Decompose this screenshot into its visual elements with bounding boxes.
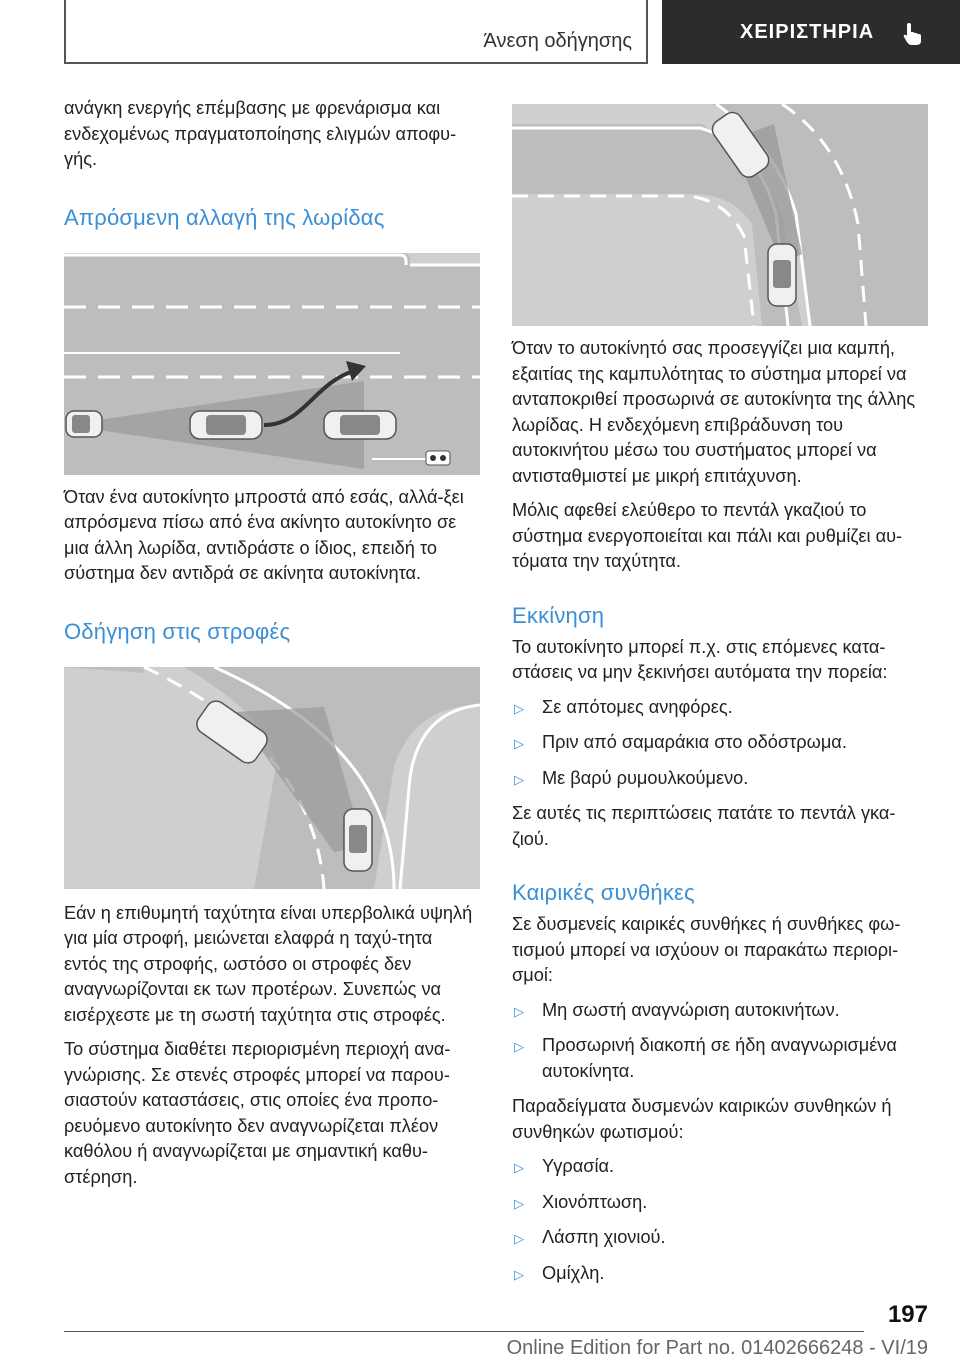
lane-change-illustration: [64, 253, 480, 475]
start-list: [512, 695, 928, 792]
list-item: ▷ Μη σωστή αναγνώριση αυτοκινήτων.: [512, 998, 928, 1024]
pedal-release-paragraph: Μόλις αφεθεί ελεύθερο το πεντάλ γκαζιού το σύστημα ενεργοποιείται και πάλι και ρυθμίζει αυ-τόματα την ταχύτητα.: [512, 500, 903, 571]
curve-approach-paragraph: Όταν το αυτοκίνητό σας προσεγγίζει μια καμπή, εξαιτίας της καμπυλότητας το σύστημα μπορεί να ανταποκριθεί προσωρινά σε αυτοκίνητα της άλλης λωρίδας. Η ενδεχόμενη επιβράδυνση του αυτοκινήτου μέσω του συστήματος μπορεί να αντισταθμιστεί με μικρή επιτάχυνση.: [512, 338, 916, 486]
start-after-paragraph: Σε αυτές τις περιπτώσεις πατάτε το πεντάλ γκα-ζιού.: [512, 803, 896, 849]
list-item: ▷ Με βαρύ ρυμουλκούμενο.: [512, 766, 928, 792]
examples-paragraph: Παραδείγματα δυσμενών καιρικών συνθηκών ή συνθηκών φωτισμού:: [512, 1096, 892, 1142]
curve-approach-illustration: [512, 104, 928, 326]
hand-pointer-icon: [902, 22, 924, 46]
footer-divider: [64, 1331, 864, 1332]
right-column: [512, 96, 928, 1296]
bullet-triangle-icon: ▷: [514, 736, 524, 751]
weather-paragraph: Σε δυσμενείς καιρικές συνθήκες ή συνθήκες φω-τισμού μπορεί να ισχύουν οι παρακάτω περιορι-σμοί:: [512, 914, 901, 985]
bullet-triangle-icon: ▷: [514, 700, 524, 716]
heading-curves: Οδήγηση στις στροφές: [64, 618, 291, 644]
car-stationary: [324, 411, 396, 439]
heading-lane-change: Απρόσμενη αλλαγή της λωρίδας: [64, 204, 385, 230]
list-item: ▷ Υγρασία.: [512, 1154, 928, 1180]
list-item: ▷ Προσωρινή διακοπή σε ήδη αναγνωρισμένα αυτοκίνητα.: [514, 1035, 897, 1081]
car-in-curve: [344, 809, 372, 871]
curves-illustration: [64, 667, 480, 889]
car-other-lane: [768, 244, 796, 306]
car-middle: [190, 411, 262, 439]
lane-change-paragraph: Όταν ένα αυτοκίνητο μπροστά από εσάς, αλλά-ξει απρόσμενα πίσω από ένα ακίνητο αυτοκίνητο σε μια άλλη λωρίδα, αντιδράστε ο ίδιος, επειδή το σύστημα δεν αντιδρά σε ακίνητα αυτοκίνητα.: [64, 486, 464, 583]
bullet-triangle-icon: ▷: [514, 1039, 524, 1054]
list-item: ▷ Πριν από σαμαράκια στο οδόστρωμα.: [512, 730, 928, 756]
page-number: 197: [887, 1301, 928, 1328]
bullet-triangle-icon: ▷: [514, 1160, 524, 1175]
bullet-triangle-icon: ▷: [514, 1231, 524, 1246]
bullet-triangle-icon: ▷: [514, 1195, 524, 1211]
list-item: ▷ Ομίχλη.: [512, 1261, 928, 1287]
bullet-triangle-icon: ▷: [514, 1266, 524, 1282]
curves-paragraph-1: Εάν η επιθυμητή ταχύτητα είναι υπερβολικά υψηλή για μία στροφή, μειώνεται ελαφρά η ταχύ-τητα εντός της στροφής, ωστόσο οι στροφές δεν αναγνωρίζονται εκ των προτέρων. Συνεπώς να εισέρχεστε με τη σωστή ταχύτητα στις στροφές.: [64, 902, 473, 1025]
list-item: ▷ Λάσπη χιονιού.: [512, 1225, 928, 1251]
heading-weather: Καιρικές συνθήκες: [512, 880, 695, 905]
edition-footer: Online Edition for Part no. 01402666248 - VI/19: [506, 1337, 928, 1359]
header-section-box: [64, 0, 648, 64]
heading-start: Εκκίνηση: [512, 602, 605, 628]
left-column: [64, 96, 480, 1199]
chapter-title: ΧΕΙΡΙΣΤΗΡΙΑ: [740, 20, 875, 43]
section-title: Άνεση οδήγησης: [483, 30, 632, 52]
chapter-tab[interactable]: [662, 0, 960, 64]
list-item: ▷ Χιονόπτωση.: [512, 1190, 928, 1216]
bullet-triangle-icon: ▷: [514, 771, 524, 787]
car-rear: [66, 411, 102, 437]
curves-paragraph-2: Το σύστημα διαθέτει περιορισμένη περιοχή ανα-γνώρισης. Σε στενές στροφές μπορεί να παρου-σιαστούν καταστάσεις, στις οποίες ένα προπο-ρευόμενο αυτοκίνητο δεν αναγνωρίζεται πλέον καθόλου ή αναγνωρίζεται με σημαντική καθυ-στέρηση.: [64, 1039, 451, 1187]
intro-paragraph: ανάγκη ενεργής επέμβασης με φρενάρισμα και ενδεχομένως πραγματοποίησης ελιγμών αποφυ-γής.: [64, 98, 457, 169]
examples-list: [512, 1154, 928, 1286]
weather-list: [512, 998, 928, 1085]
list-item: ▷ Σε απότομες ανηφόρες.: [512, 695, 928, 721]
start-paragraph: Το αυτοκίνητο μπορεί π.χ. στις επόμενες κατα-στάσεις να μην ξεκινήσει αυτόματα την πορεία:: [512, 636, 888, 682]
bullet-triangle-icon: ▷: [514, 1003, 524, 1019]
